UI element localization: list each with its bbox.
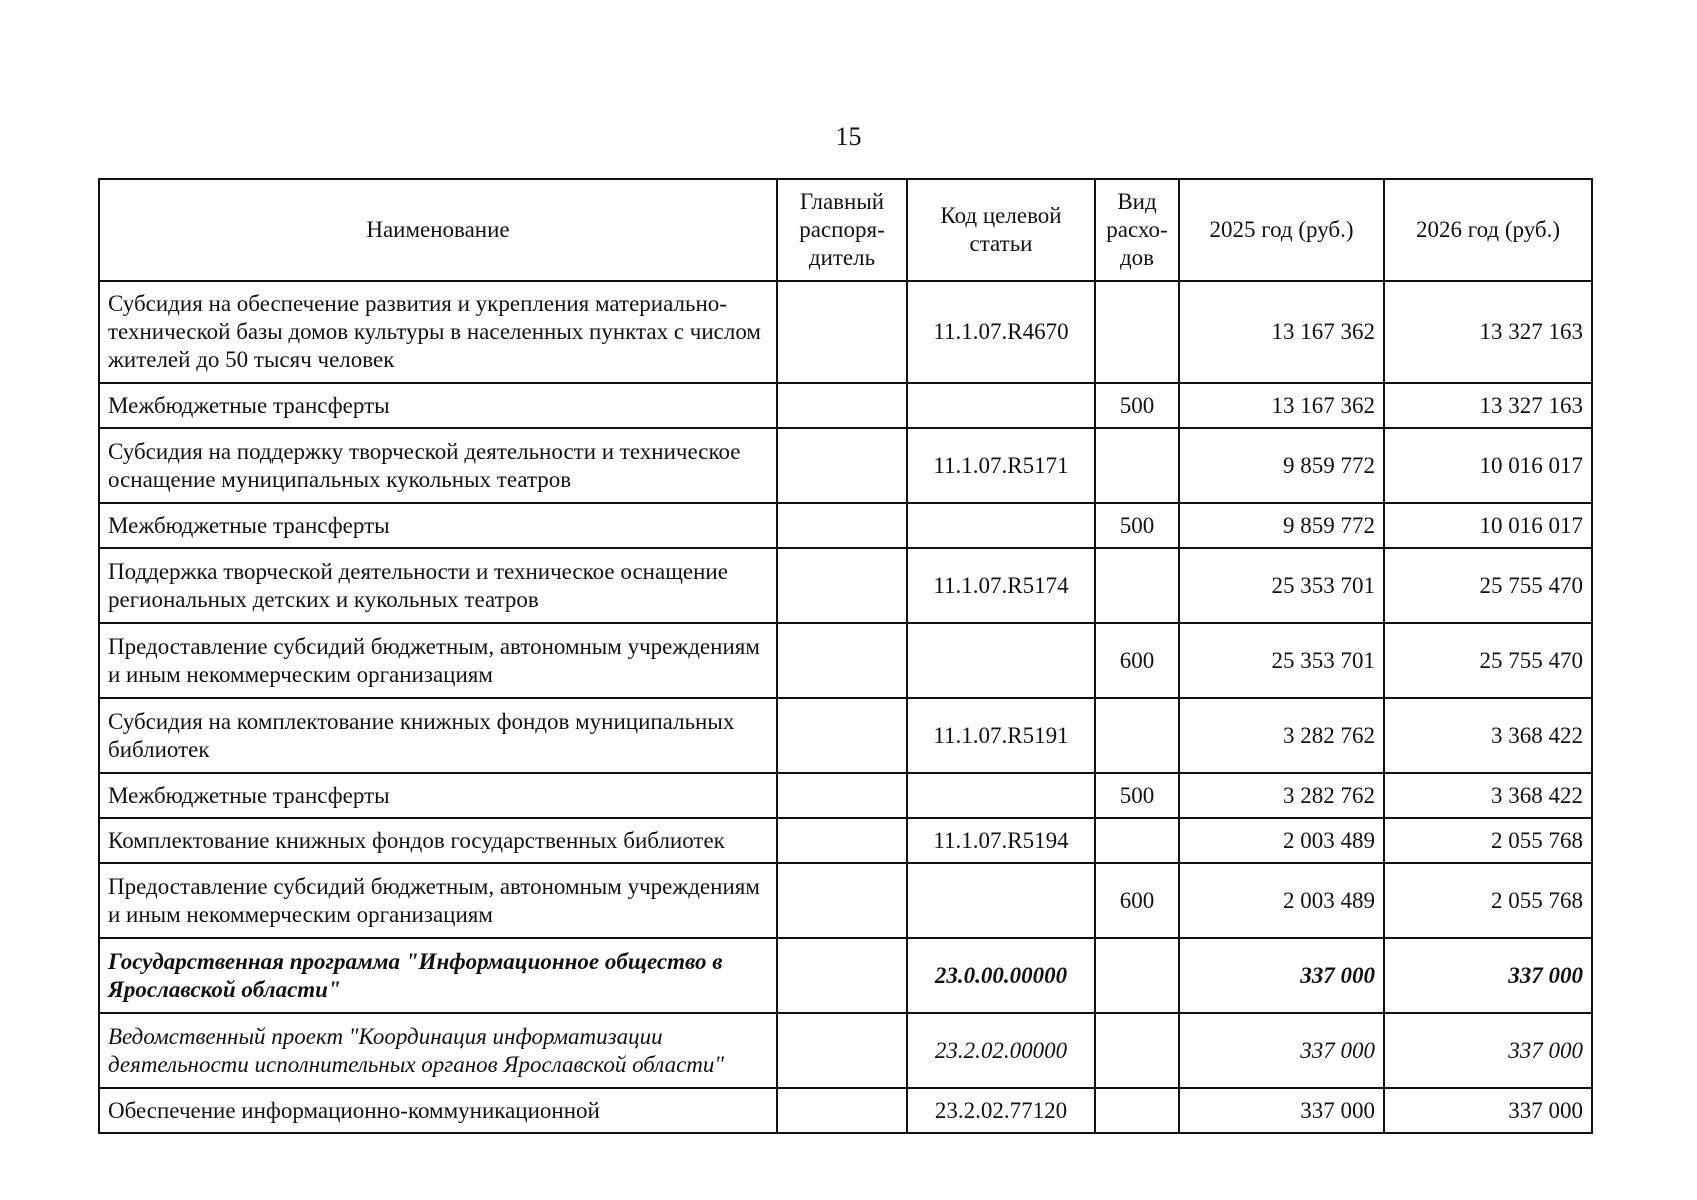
cell-2026: 2 055 768 xyxy=(1384,818,1592,863)
cell-name: Предоставление субсидий бюджетным, автономным учреждениям и иным некоммерческим организациям xyxy=(99,863,777,938)
cell-2025: 2 003 489 xyxy=(1179,818,1384,863)
cell-2025: 13 167 362 xyxy=(1179,281,1384,383)
cell-code xyxy=(907,863,1095,938)
cell-2025: 2 003 489 xyxy=(1179,863,1384,938)
cell-2026: 2 055 768 xyxy=(1384,863,1592,938)
table-row xyxy=(99,428,1592,503)
cell-type xyxy=(1095,1013,1179,1088)
cell-2026: 337 000 xyxy=(1384,1013,1592,1088)
cell-name: Поддержка творческой деятельности и техническое оснащение региональных детских и кукольных театров xyxy=(99,548,777,623)
cell-2026: 13 327 163 xyxy=(1384,281,1592,383)
table-row xyxy=(99,773,1592,818)
cell-2025: 25 353 701 xyxy=(1179,623,1384,698)
cell-name: Субсидия на поддержку творческой деятельности и техническое оснащение муниципальных кукольных театров xyxy=(99,428,777,503)
cell-code xyxy=(907,383,1095,428)
cell-2025: 3 282 762 xyxy=(1179,698,1384,773)
cell-name: Государственная программа "Информационное общество в Ярославской области" xyxy=(99,938,777,1013)
cell-type xyxy=(1095,428,1179,503)
cell-2026: 13 327 163 xyxy=(1384,383,1592,428)
cell-manager xyxy=(777,383,907,428)
table-body xyxy=(99,281,1592,1133)
cell-manager xyxy=(777,698,907,773)
table-row xyxy=(99,281,1592,383)
table-row xyxy=(99,503,1592,548)
table-row xyxy=(99,383,1592,428)
cell-type: 600 xyxy=(1095,623,1179,698)
table-row xyxy=(99,1088,1592,1133)
cell-manager xyxy=(777,1088,907,1133)
cell-manager xyxy=(777,1013,907,1088)
cell-type xyxy=(1095,938,1179,1013)
cell-code: 11.1.07.R5191 xyxy=(907,698,1095,773)
cell-2026: 10 016 017 xyxy=(1384,428,1592,503)
header-type: Вид расхо-дов xyxy=(1095,179,1179,281)
cell-name: Межбюджетные трансферты xyxy=(99,503,777,548)
cell-2026: 25 755 470 xyxy=(1384,548,1592,623)
cell-code xyxy=(907,773,1095,818)
cell-type xyxy=(1095,548,1179,623)
cell-manager xyxy=(777,818,907,863)
cell-manager xyxy=(777,863,907,938)
cell-type xyxy=(1095,1088,1179,1133)
cell-2025: 3 282 762 xyxy=(1179,773,1384,818)
cell-2025: 337 000 xyxy=(1179,1013,1384,1088)
cell-2026: 337 000 xyxy=(1384,1088,1592,1133)
cell-2026: 3 368 422 xyxy=(1384,773,1592,818)
cell-manager xyxy=(777,503,907,548)
cell-code: 11.1.07.R5174 xyxy=(907,548,1095,623)
cell-code: 11.1.07.R5171 xyxy=(907,428,1095,503)
cell-code xyxy=(907,503,1095,548)
cell-2025: 25 353 701 xyxy=(1179,548,1384,623)
header-name: Наименование xyxy=(99,179,777,281)
cell-manager xyxy=(777,281,907,383)
table-row xyxy=(99,623,1592,698)
cell-2026: 10 016 017 xyxy=(1384,503,1592,548)
cell-code: 23.0.00.00000 xyxy=(907,938,1095,1013)
cell-2026: 337 000 xyxy=(1384,938,1592,1013)
cell-name: Комплектование книжных фондов государственных библиотек xyxy=(99,818,777,863)
cell-name: Субсидия на комплектование книжных фондов муниципальных библиотек xyxy=(99,698,777,773)
table-row xyxy=(99,863,1592,938)
header-code: Код целевой статьи xyxy=(907,179,1095,281)
cell-manager xyxy=(777,938,907,1013)
cell-2026: 25 755 470 xyxy=(1384,623,1592,698)
page-number: 15 xyxy=(835,122,862,151)
cell-name: Предоставление субсидий бюджетным, автономным учреждениям и иным некоммерческим организациям xyxy=(99,623,777,698)
header-2026: 2026 год (руб.) xyxy=(1384,179,1592,281)
table-row xyxy=(99,548,1592,623)
cell-name: Ведомственный проект "Координация информатизации деятельности исполнительных органов Ярославской области" xyxy=(99,1013,777,1088)
cell-type: 500 xyxy=(1095,773,1179,818)
cell-manager xyxy=(777,548,907,623)
cell-type: 500 xyxy=(1095,503,1179,548)
cell-2025: 337 000 xyxy=(1179,1088,1384,1133)
header-2025: 2025 год (руб.) xyxy=(1179,179,1384,281)
cell-2025: 9 859 772 xyxy=(1179,503,1384,548)
cell-type xyxy=(1095,698,1179,773)
cell-manager xyxy=(777,428,907,503)
cell-name: Межбюджетные трансферты xyxy=(99,383,777,428)
cell-code: 11.1.07.R4670 xyxy=(907,281,1095,383)
cell-type: 500 xyxy=(1095,383,1179,428)
cell-name: Межбюджетные трансферты xyxy=(99,773,777,818)
cell-code xyxy=(907,623,1095,698)
cell-2025: 337 000 xyxy=(1179,938,1384,1013)
cell-type xyxy=(1095,818,1179,863)
table-row xyxy=(99,698,1592,773)
header-manager: Главный распоря-дитель xyxy=(777,179,907,281)
cell-code: 11.1.07.R5194 xyxy=(907,818,1095,863)
cell-name: Субсидия на обеспечение развития и укрепления материально-технической базы домов культуры в населенных пунктах с числом жителей до 50 тысяч человек xyxy=(99,281,777,383)
table-row xyxy=(99,818,1592,863)
table-header-row xyxy=(99,179,1592,281)
cell-2025: 13 167 362 xyxy=(1179,383,1384,428)
cell-code: 23.2.02.77120 xyxy=(907,1088,1095,1133)
cell-manager xyxy=(777,623,907,698)
budget-table xyxy=(98,178,1593,1134)
cell-type xyxy=(1095,281,1179,383)
cell-code: 23.2.02.00000 xyxy=(907,1013,1095,1088)
cell-manager xyxy=(777,773,907,818)
table-row xyxy=(99,938,1592,1013)
cell-2025: 9 859 772 xyxy=(1179,428,1384,503)
table-row xyxy=(99,1013,1592,1088)
cell-2026: 3 368 422 xyxy=(1384,698,1592,773)
cell-name: Обеспечение информационно-коммуникационной xyxy=(99,1088,777,1133)
cell-type: 600 xyxy=(1095,863,1179,938)
